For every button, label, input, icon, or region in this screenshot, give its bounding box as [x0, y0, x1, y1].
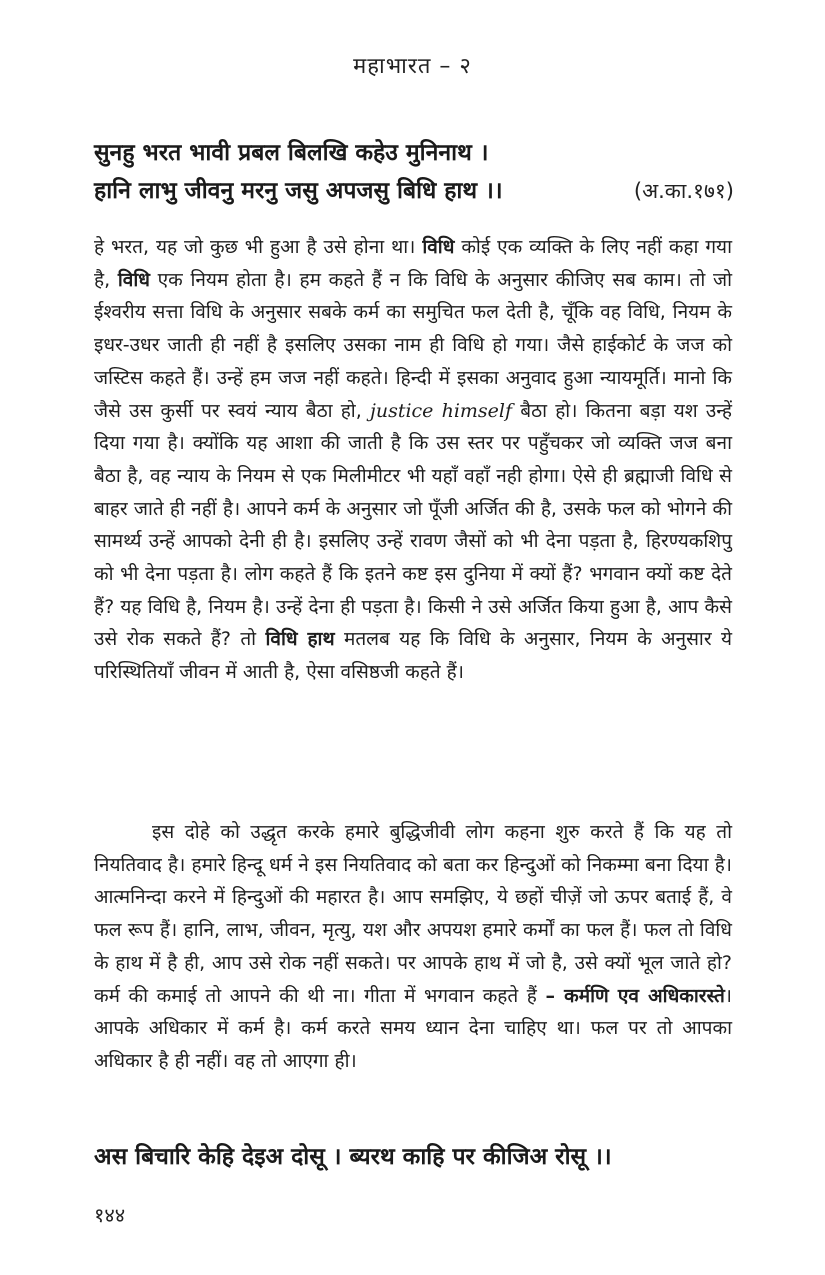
verse-couplet [94, 134, 734, 210]
verse-line-2-text: हानि लाभु जीवनु मरनु जसु अपजसु बिधि हाथ ।। [94, 178, 503, 204]
paragraph-text: कोई एक व्यक्ति के लिए नहीं कहा गया है, [94, 236, 732, 291]
paragraph-text: बैठा हो। कितना बड़ा यश उन्हें दिया गया है। क्योंकि यह आशा की जाती है कि उस स्तर पर पहुँचकर जो व्यक्ति जज बना बैठा है, वह न्याय के नियम से एक मिलीमीटर भी यहाँ वहाँ नही होगा। ऐसे ही ब्रह्माजी विधि से बाहर जाते ही नहीं है। आपने कर्म के अनुसार जो पूँजी अर्जित की है, उसके फल को भोगने की सामर्थ्य उन्हें आपको देनी ही है। इसलिए उन्हें रावण जैसों को भी देना पड़ता है, हिरण्यकशिपु को भी देना पड़ता है। लोग कहते हैं कि इतने कष्ट इस दुनिया में क्यों हैं? भगवान क्यों कष्ट देते हैं? यह विधि है, नियम है। उन्हें देना ही पड़ता है। किसी ने उसे अर्जित किया हुआ है, आप कैसे उसे रोक सकते हैं? तो [94, 399, 733, 651]
bold-term: विधि [422, 236, 455, 258]
closing-verse: अस बिचारि केहि देइअ दोसू । ब्यरथ काहि पर कीजिअ रोसू ।। [94, 1144, 612, 1170]
paragraph-text: । आपके अधिकार में कर्म है। कर्म करते समय ध्यान देना चाहिए था। फल पर तो आपका अधिकार है ही नहीं। वह तो आएगा ही। [94, 984, 732, 1072]
verse-line-2 [94, 172, 734, 210]
italic-english-phrase: justice himself [369, 399, 513, 422]
running-header: महाभारत – २ [353, 54, 472, 79]
bold-quote: – कर्मणि एव अधिकारस्ते [545, 984, 725, 1007]
bold-term: विधि हाथ [265, 628, 335, 651]
body-paragraph-2 [94, 816, 732, 1078]
paragraph-text: मतलब यह कि विधि के अनुसार, नियम के अनुसार ये परिस्थितियाँ जीवन में आती है, ऐसा वसिष्ठजी कहते हैं। [94, 628, 732, 684]
paragraph-text: इस दोहे को उद्धृत करके हमारे बुद्धिजीवी लोग कहना शुरु करते हैं कि यह तो नियतिवाद है। हमारे हिन्दू धर्म ने इस नियतिवाद को बता कर हिन्दुओं को निकम्मा बना दिया है। आत्मनिन्दा करने में हिन्दुओं की महारत है। आप समझिए, ये छहों चीज़ें जो ऊपर बताई हैं, वे फल रूप हैं। हानि, लाभ, जीवन, मृत्यु, यश और अपयश हमारे कर्मों का फल हैं। फल तो विधि के हाथ में है ही, आप उसे रोक नहीं सकते। पर आपके हाथ में जो है, उसे क्यों भूल जाते हो? कर्म की कमाई तो आपने की थी ना। गीता में भगवान कहते हैं [94, 821, 732, 1007]
verse-reference: (अ.का.१७१) [633, 179, 734, 203]
paragraph-text: एक नियम होता है। हम कहते हैं न कि विधि के अनुसार कीजिए सब काम। तो जो ईश्वरीय सत्ता विधि के अनुसार सबके कर्म का समुचित फल देती है, चूँकि वह विधि, नियम के इधर-उधर जाती ही नहीं है इसलिए उसका नाम ही विधि हो गया। जैसे हाईकोर्ट के जज को जस्टिस कहते हैं। उन्हें हम जज नहीं कहते। हिन्दी में इसका अनुवाद हुआ न्यायमूर्ति। मानो कि जैसे उस कुर्सी पर स्वयं न्याय बैठा हो, [94, 268, 732, 422]
bold-term: विधि [117, 268, 150, 291]
paragraph-text: हे भरत, यह जो कुछ भी हुआ है उसे होना था। [94, 236, 423, 258]
page-number: १४४ [94, 1203, 126, 1227]
body-paragraph-1 [94, 231, 732, 689]
verse-line-1: सुनहु भरत भावी प्रबल बिलखि कहेउ मुनिनाथ । [94, 140, 489, 166]
